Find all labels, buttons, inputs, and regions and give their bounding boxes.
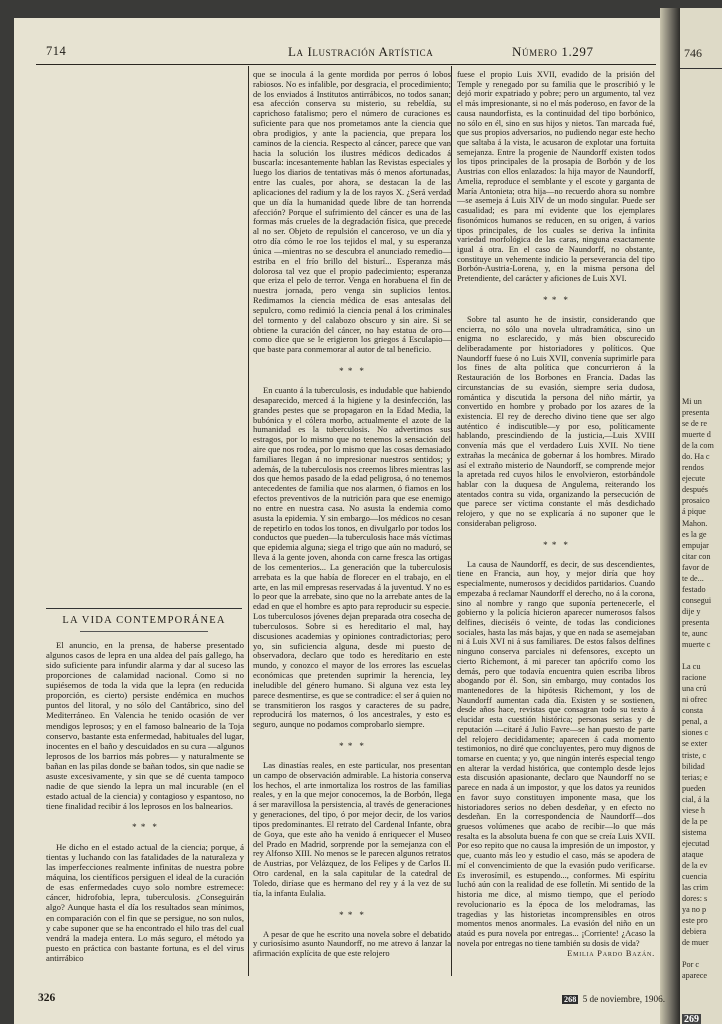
section-rule-top bbox=[46, 608, 242, 609]
footer-date bbox=[562, 994, 665, 1004]
column-3 bbox=[457, 70, 655, 959]
section-separator: * * * bbox=[543, 294, 569, 305]
section-rule-bottom bbox=[80, 631, 208, 632]
author-signature: Emilia Pardo Bazán. bbox=[567, 949, 655, 959]
column-divider-2 bbox=[451, 66, 452, 976]
next-page-footer-badge: 269 bbox=[684, 1014, 699, 1024]
footer-page-number: 326 bbox=[38, 992, 56, 1004]
footer-date-text: 5 de noviembre, 1906. bbox=[582, 994, 665, 1004]
column-1 bbox=[46, 640, 244, 963]
column-divider-1 bbox=[248, 66, 249, 976]
column-2 bbox=[253, 70, 451, 959]
footer-badge: 268 bbox=[564, 995, 577, 1004]
next-page-edge bbox=[680, 8, 722, 1024]
publication-title: La Ilustración Artística bbox=[288, 44, 434, 59]
section-separator: * * * bbox=[543, 539, 569, 550]
paragraph: A pesar de que he escrito una novela sobre el debatido y curiosísimo asunto Naundorff, no me atrevo á lanzar la afirmación explícita de que este relojero bbox=[253, 928, 451, 959]
paragraph: En cuanto á la tuberculosis, es indudable que habiendo desaparecido, merced á la higiene y la desinfección, las grandes pestes que se propagaron en la Edad Media, la bubónica y el cólera morbo, actualmente el azote de la humanidad es la tuberculosis. No advertimos sus estragos, por lo mismo que no tenemos la sensación del aire que nos rodea, por lo mismo que las cosas demasiado familiares llegan á no impresionar nuestros sentidos; y además, de la tuberculosis nos creemos libres mientras las dos que hemos pasado de la edad peligrosa, ó no tenemos antecedentes de familia que nos alarmen, ó fiamos en los efectos preventivos de la nutrición para que ese enemigo no entre en nuestra casa. No asusta la endemia como asusta la epidemia. Y sin embargo—los médicos no cesan de repetirlo en todos los tonos, en divulgarlo por todos los conductos que pueden—la tuberculosis hace más víctimas que epidemia alguna; siega el trigo que aún no maduró, se lleva á la gente joven, ahonda con carne fresca las ortigas de los cementerios... La generación que la tuberculosis arrebata es la que había de florecer en el trabajo, en el arte, en las mil empresas reservadas á la juventud. Y no es lo peor que la arrebate, sino que no la arrebate antes de la edad en que el hombre es apto para reproducir su especie. Los tuberculosos jóvenes dejan preparada otra cosecha de tuberculosos. Sobre si es hereditario el mal, hay discusiones academias y opiniones contradictorias; pero yo, sin suficiencia alguna, desde mi puesto de observadora, declaro que todo es heredítario en este mundo, y conozco el mayor de los errores las escuelas económicas que pretenden suprimir la herencia, ley ineludible del género humano. Si alguna vez esta ley parece desmentirse, es que se contradice: el ser á quien no se transmitieron los rasgos y caracteres de su padre, reproducirá los maternos, ó los ancestrales, y esto es seguro, aunque no podamos comprobarlo siempre. bbox=[253, 385, 451, 730]
section-separator: * * * bbox=[339, 741, 365, 751]
paragraph: El anuncio, en la prensa, de haberse presentado algunos casos de lepra en una aldea del país gallego, ha sido suficiente para infundir alarma y dar al suceso las proporciones de calamidad nacional. Como si no supiésemos de toda la vida que la lepra (en reducida proporción, es cierto) persiste endémica en muchos puntos del litoral, y no sólo del Cantábrico, sino del Mediterráneo. En Valencia he tenido ocasión de ver mendigos leprosos; y en el famoso balneario de la Toja conservo, bastante esta enfermedad, habituales del lugar, inocentes en el baño y descuidados en su cura —algunos leprosos de los barrios más pobres— y naturalmente se bañan en las pilas donde se bañan todos, sin que nadie se asuste excesivamente, y sin que se dé cuenta tampoco nadie de que siendo la lepra un mal incurable (en el estado actual de la ciencia) y contagioso y espantoso, no tiene finalidad recibir á los leprosos en los balnearios. bbox=[46, 640, 244, 811]
page-gutter bbox=[660, 8, 680, 1024]
next-page-number: 746 bbox=[684, 46, 702, 60]
section-separator: * * * bbox=[339, 909, 365, 920]
page-number: 714 bbox=[46, 44, 67, 58]
next-page-text-fragment: Mi un presenta se de re muerte d de la com do. Ha c rendos ejecute después prosaico á pique Mahon. es la ge empujar citar con favor de te de... festado consegui dije y presenta te, aunc muerte c La cu racione una crú ni ofrec consta penal, a siones c se exter triste, c bilidad terias; e pueden cial, á la viese h de la pe sistema ejecutad ataque de la ev cuencia las crim dores: s ya no p este pro debiera de muer Por c aparece bbox=[682, 397, 714, 981]
paragraph: fuese el propio Luis XVII, evadido de la prisión del Temple y renegado por su familia que le proscribió y le dejó morir expatriado y pobre; pero un argumento, tal vez el más impresionante, si no el más poderoso, en favor de la causa naundorfista, es la continuidad del tipo borbónico, no sólo en él, sino en sus hijos y nietos. Tan marcada fué, que sus propios adversarios, no pudiendo negar este hecho que saltaba á la vista, le acusaron de explotar una fortuita semejanza. Entre la progenie de Naundorff existen todos los tipos principales de la prosapia de Borbón y de los Austrias con ellos enlazados: la hija mayor de Naundorff, Amelia, reproduce el semblante y el escote y garganta de María Antonieta; otra hija—no recuerdo ahora su nombre—se asemeja á Luis XIV de un modo singular. Puede ser casualidad; es para mí evidente que los ejemplares fisonómicos humanos se reducen, en su origen, á varios tipos principales, de los cuales se deriva la infinita variedad morfológica de las caras, ninguna exactamente igual á otra. En el caso de Naundorff, no obstante, constituye un vehemente indicio la perseverancia del tipo Borbón-Austria-Lorena, y, en la misma persona del Pretendiente, del carácter y aficiones de Luis XVI. bbox=[457, 70, 655, 284]
paragraph: La causa de Naundorff, es decir, de sus descendientes, tiene en Francia, aun hoy, y mejor diría que hoy especialmente, numerosos y decididos partidarios. Cuando empezaba á reclamar Naundorff el derecho, no á la corona, sino al nombre y rango que suponía pertenecerle, el gobierno y la policía hicieron aparecer numerosos falsos delfines, dieciséis ó veinte, de todas las condiciones sociales, hasta las más bajas, y que en nada se asemejaban ni á Luis XVI ni á sus familiares. De estos falsos delfines ninguno conserva parciales ni defensores, excepto un cierto Richemont, á mi parecer tan apócrifo como los demás, pero que todavía encuentra quien escriba libros abogando por él. Son, sin embargo, muy contados los mantenedores de la hipótesis Richemont, y los de Naundorff aumentan cada día. Existen y se sostienen, desde años hace, revistas que consagran todo su texto á elucidar esta cuestión histórica; personas serias y de reputación —citaré á Julio Favre—se han puesto de parte del relojero decididamente; aparecen á cada momento testimonios, no diré que concluyentes, pero muy dignos de tomarse en cuenta; y yo, que ningún interés especial tengo en alterar la verdad histórica, que contemplo desde lejos esta discusión apasionante, declaro que Naundorff no se parece en nada á un impostor, y que los datos ya reunidos en favor suyo constituyen imponente masa, que los historiadores serios no deben desdeñar, y en efecto no desdeñan. En la correspondencia de Naundorff—dos gruesos volúmenes que acabo de recibir—lo que más resalta es la absoluta buena fe con que se creía Luis XVII. Por eso repito que no causa la impresión de un impostor, y que, cuanto más leo y estudio el caso, más se apodera de mí el convencimiento de que la evasión pudo verificarse. Es inverosímil, es estupendo..., conformes. Mi espíritu luchó aún con la realidad de ese folletín. Mi sentido de la historia me dice, al mismo tiempo, que el período revolucionario es la época de los melodramas, las tragedias y las historietas incomprensibles en otros momentos menos anormales. La evasión del niño en un ataúd es pura novela por entregas... ¡Corriente! ¿Acaso la novela por entregas no tiene también su dosis de vida? bbox=[457, 559, 655, 948]
next-page-header-rule bbox=[680, 68, 722, 69]
section-separator: * * * bbox=[132, 822, 158, 833]
section-title: LA VIDA CONTEMPORÁNEA bbox=[62, 615, 226, 626]
header-rule bbox=[36, 64, 656, 65]
section-separator: * * * bbox=[339, 366, 365, 377]
paragraph: Sobre tal asunto he de insistir, considerando que encierra, no sólo una novela ultradramática, sino un enigma no esclarecido, y más bien obscurecido deliberadamente por historiadores y políticos. Que Naundorff fuese ó no Luis XVII, convenía suprimirle para los fines de alta política que concurrieron á la Restauración de los Borbones en Francia. Dadas las circunstancias de su evasión, siempre seria dudosa, romántica y discutida la persona del niño mártir, ya convertido en hombre y probado por los azares de la existencia. El rey de derecho divino tiene que ser algo auténtico é indiscutible—y por eso, políticamente hablando, prescindiendo de la justicia,—Luis XVIII convenía más que el verdadero Luis XVII. No tiene extrañas la mecánica de gobernar á los hombres. Mirado así el extraño misterio de Naundorff, se comprende mejor la apretada red cuyos hilos le envolvieron, estorbándole hablar con la duquesa de Angulema, reiterando los atentados contra su vida, organizando la persecución de que parece ser víctima constante el más desdichado relojero, y que no se explicaría á no suponer que le consideraban peligroso. bbox=[457, 314, 655, 528]
paragraph: que se inocula á la gente mordida por perros ó lobos rabiosos. No es infalible, por desgracia, el procedimiento; de los enviados á Institutos antirrábicos, no todos sanan; esa afección conserva su misterio, su rebeldía, su caprichoso fatalismo; pero el número de curaciones es suficiente para que nos prometamos ante la ciencia que obra prodigios, y ante la paciencia, que prepara los caminos de la ciencia. Respecto al cáncer, parece que van hacia la solución los ilustres médicos dedicados á buscarla: incesantemente hablan las Revistas especiales y luego los diarios de tentativas más ó menos afortunadas, entre las cuales, por ahora, se destacan la de las aplicaciones del radium y la de los rayos X. ¿Será verdad que un día la humanidad quede libre de tan horrenda afección? Porque el sufrimiento del cáncer es una de las formas más crueles de la degradación física, que precede al no ser. Objeto de repulsión el canceroso, ve un día y otro día cómo le roe los tejidos el mal, y su esperanza única —mientras no se descubra el anunciado remedio— estriba en el frío brillo del bisturí... Esperanza más dolorosa tal vez que el propio padecimiento; esperanza que eriza el pelo de terror. Venga en horabuena el fin de nuestra jornada, pero venga sin suplicios lentos. Redimamos la ciencia médica de esas antesalas del sepulcro, como redimió la ciencia penal á los criminales del tormento y del calabozo obscuro y sin aire. Si se obtiene la curación del cáncer, no hay estatua de oro—como dice que se le erigieron los griegos á Esculapio—que baste para conmemorar al autor de tal beneficio. bbox=[253, 69, 451, 355]
paragraph: Las dinastías reales, en este particular, nos presentan un campo de observación admirable. La historia conserva los hechos, el arte inmortaliza los rostros de las familias reales, y en la que mejor conocemos, la de Borbón, llega á ser maravillosa la persistencia, al través de generaciones y generaciones, del tipo, ó por mejor decir, de los varios tipos predominantes. El retrato del Cardenal Infante, obra de Goya, que este año ha venido á enriquecer el Museo del Prado en Madrid, sorprende por la semejanza con el rey Alfonso XIII. No menos se le parecen algunos retratos de Austrias, por Velázquez, de los Felipes y de Carlos II. Otro cardenal, en la sala capitular de la catedral de Toledo, diríase que es hermano del rey y á la vez de su tía, la infanta Eulalia. bbox=[253, 760, 451, 898]
paragraph: He dicho en el estado actual de la ciencia; porque, á tientas y luchando con las fatalidades de la naturaleza y las imperfecciones realmente infinitas de nuestra pobre máquina, los científicos persiguen el ideal de la curación de esas enfermedades cuyo solo nombre estremece: cáncer, hidrofobia, lepra, tuberculosis. ¿Conseguirán algo? Aunque hasta el día los resultados sean mínimos, en comparación con el fin que se persigue, no son nulos, y cabe suponer que se ha encontrado el hilo tras del cual vendrá la madeja entera. Lo más seguro, el método ya puesto en práctica con bastante fortuna, es el del virus antirrábico bbox=[46, 842, 244, 963]
issue-number: Número 1.297 bbox=[512, 44, 594, 59]
